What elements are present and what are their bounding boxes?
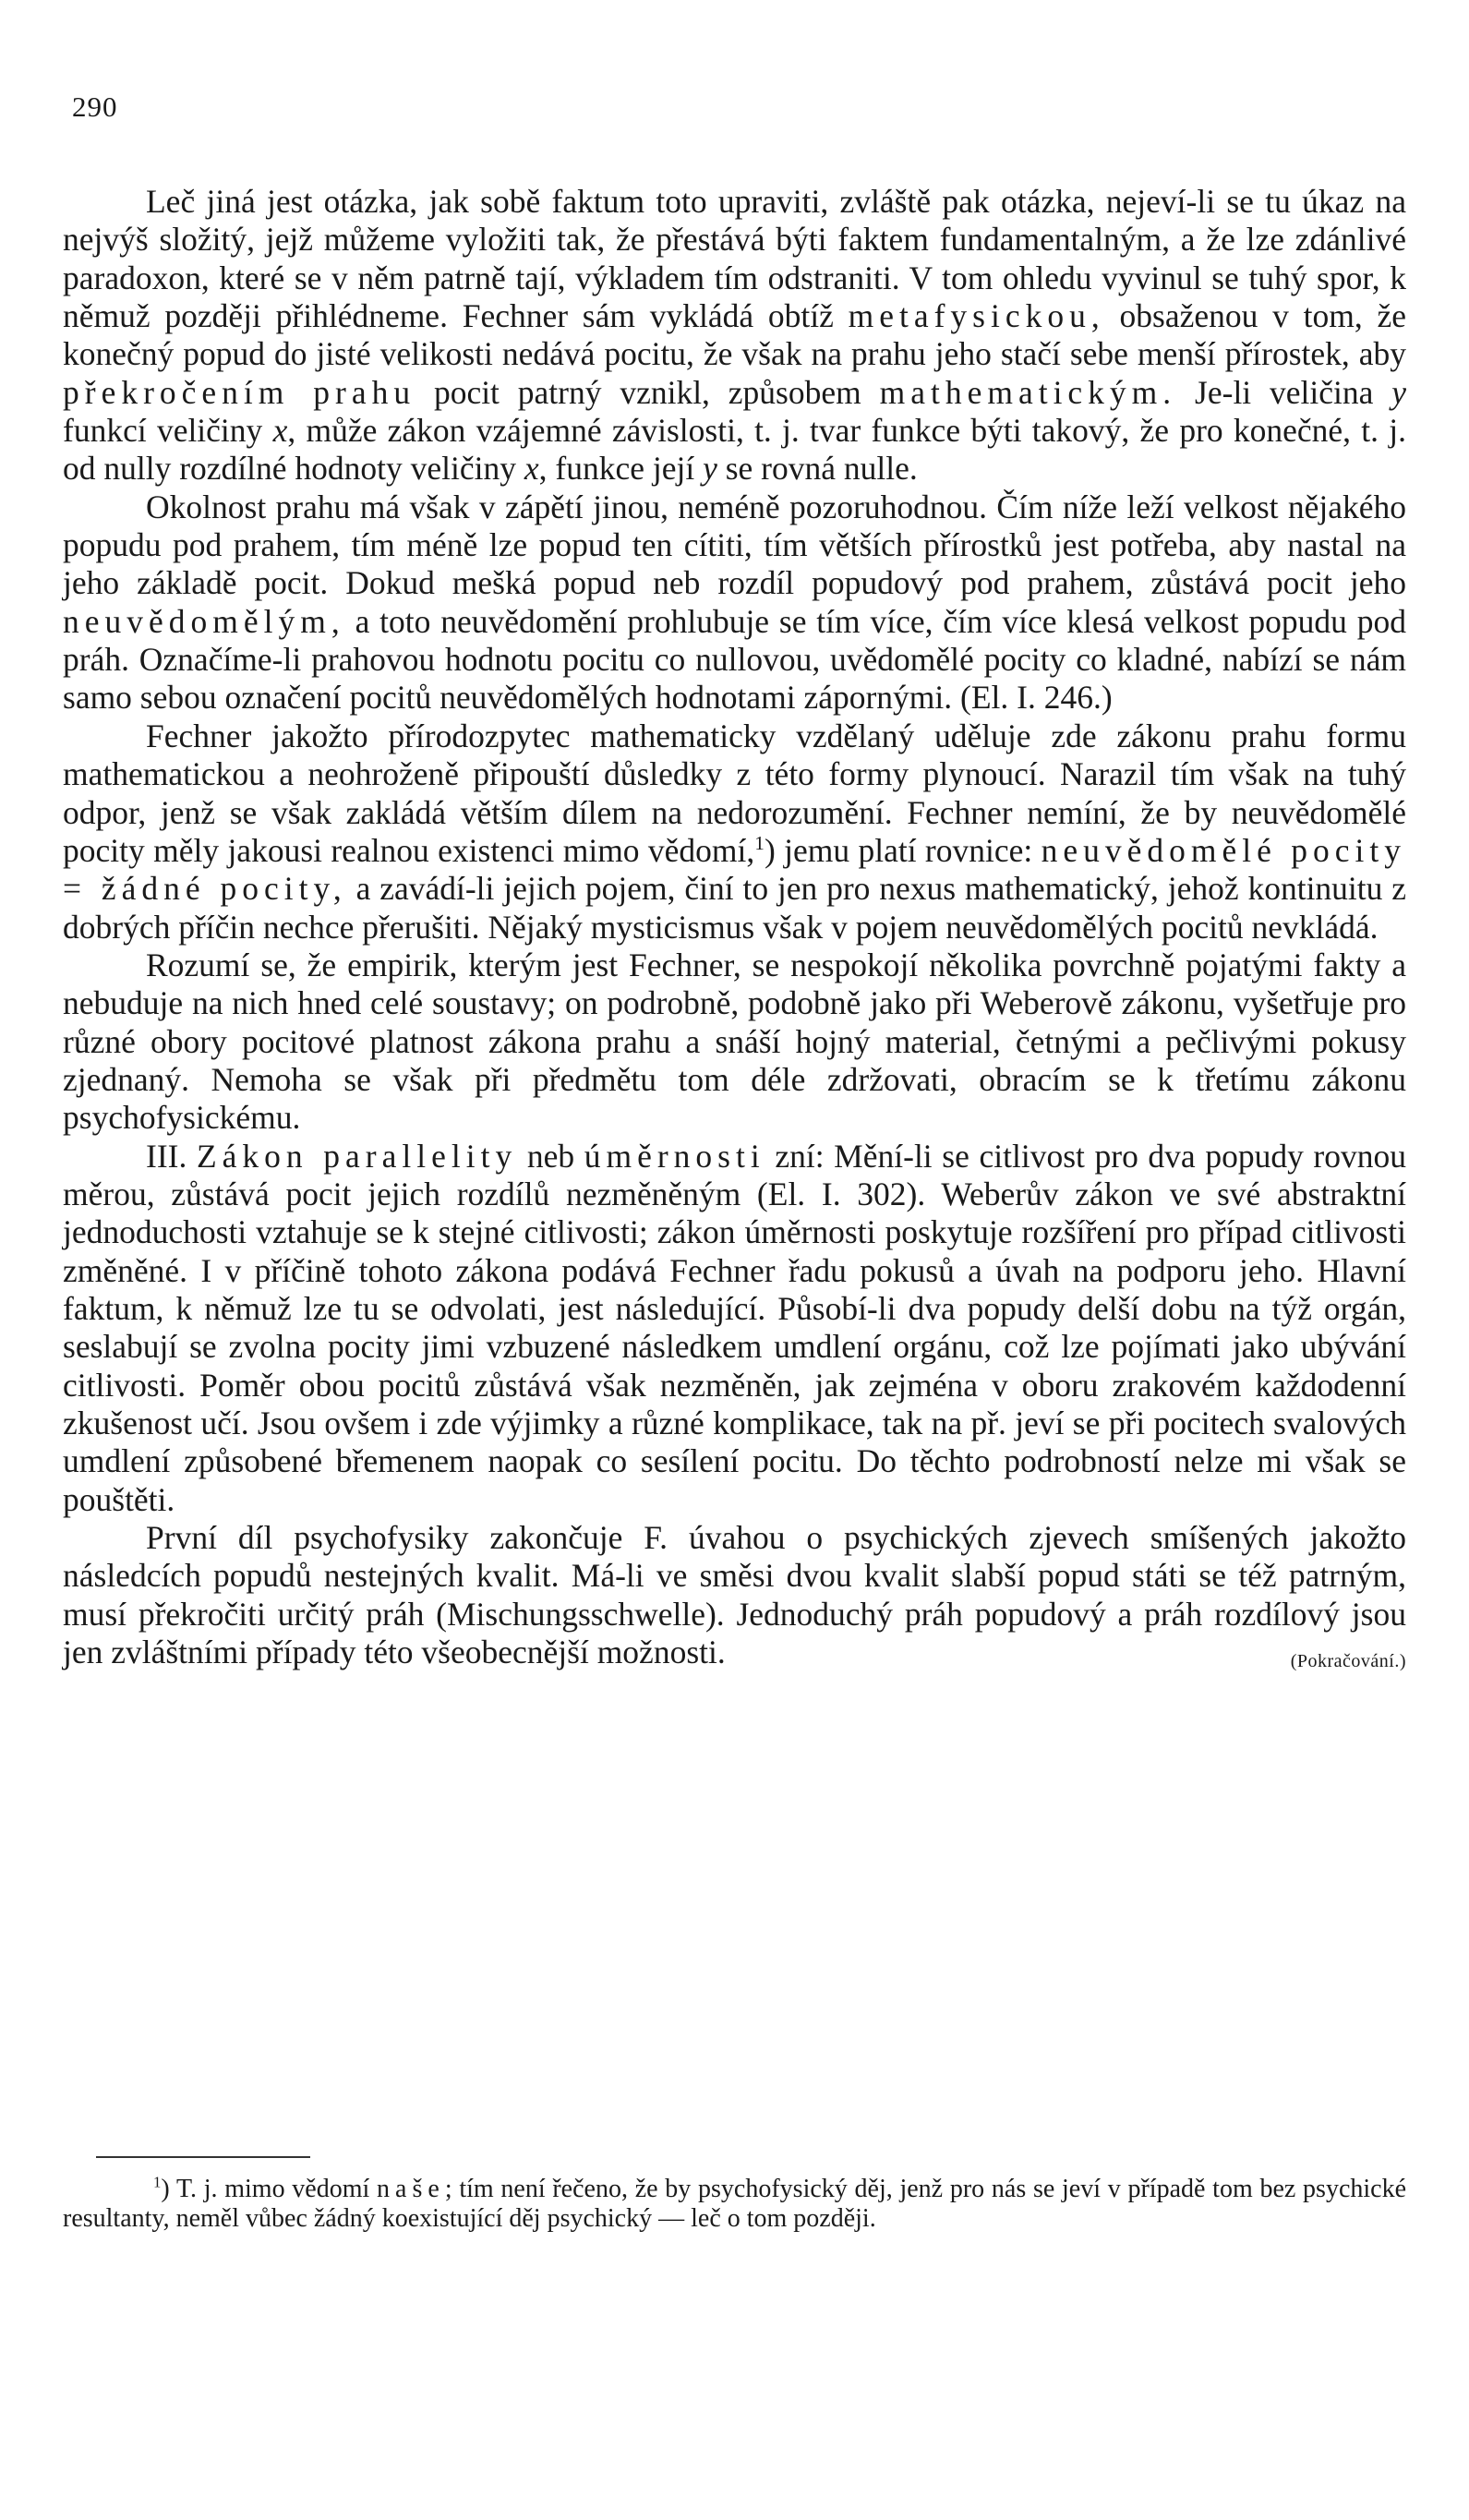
text-run: , může zákon vzájemné závislosti, t. j. tvar funkce býti takový, že pro konečné, t. j. od nully rozdílné hodnoty veličiny <box>63 412 1407 488</box>
continuation-note: (Pokračování.) <box>1290 1651 1406 1672</box>
footnote-divider <box>96 2156 310 2158</box>
emphasis-spaced: neuvědomělé pocity = žádné pocity, <box>63 831 1406 908</box>
text-run: Je-li veličina <box>1195 373 1374 411</box>
text-run: III. <box>146 1137 187 1175</box>
text-run: a zavádí-li jejich pojem, činí to jen pro nexus mathematický, jehož kontinuitu z dobrých příčin nechce přerušiti. Nějaký mysticismus však v pojem neuvědomělých pocitů nevkládá. <box>63 870 1407 946</box>
text-run: , funkce její <box>538 450 695 488</box>
emphasis-spaced: metafysickou, <box>848 297 1105 335</box>
footnote-reference: 1 <box>754 832 765 855</box>
text-run: pocit patrný vznikl, způsobem <box>433 373 861 411</box>
variable-y: y <box>703 450 717 488</box>
footnote-mark: 1 <box>153 2173 162 2191</box>
text-run: se rovná nulle. <box>725 450 918 488</box>
text-run: ) T. j. mimo vědomí <box>161 2175 370 2203</box>
emphasis-spaced: neuvědomělým, <box>63 602 345 640</box>
footnote <box>63 2175 1406 2234</box>
emphasis-spaced: mathematickým. <box>879 373 1177 411</box>
text-run: Rozumí se, že empirik, kterým jest Fechner, se nespokojí několika povrchně pojatými fakty a nebuduje na nich hned celé soustavy; on podrobně, podobně jako při Weberově zákonu, vyšetřuje pro různé obory pocitové platnost zákona prahu a snáší hojný material, četnými a pečlivými pokusy zjednaný. Nemoha se však při předmětu tom déle zdržovati, obracím se k třetímu zákonu psychofysickému. <box>63 946 1406 1137</box>
page-number: 290 <box>72 90 118 123</box>
text-run: ) jemu platí rovnice: <box>764 831 1033 869</box>
emphasis-spaced: Zákon parallelity <box>196 1137 518 1175</box>
text-run: Okolnost prahu má však v zápětí jinou, neméně pozoruhodnou. Čím níže leží velkost nějakého popudu pod prahem, tím méně lze popud ten cítiti, tím větších přírostků jest potřeba, aby nastal na jeho základě pocit. Dokud mešká popud neb rozdíl popudový pod prahem, zůstává pocit jeho <box>63 488 1406 602</box>
text-run: Leč jiná jest otázka, jak sobě faktum toto upraviti, zvláště pak otázka, nejeví-li se tu úkaz na nejvýš složitý, jejž můžeme vyložiti tak, že přestává býti faktem fundamentalným, a že lze zdánlivé paradoxon, které se v něm patrně tají, výkladem tím odstraniti. V tom ohledu vyvinul se tuhý spor, k němuž později přihlédneme. Fechner sám vykládá obtíž <box>63 183 1406 335</box>
text-run: zní: Mění-li se citlivost pro dva popudy rovnou měrou, zůstává pocit jejich rozdílů nezměněným (El. I. 302). Weberův zákon ve své abstraktní jednoduchosti vztahuje se k stejné citlivosti; zákon úměrnosti poskytuje rozšíření pro případ citlivosti změněné. I v příčině tohoto zákona podává Fechner řadu pokusů a úvah na podporu jeho. Hlavní faktum, k němuž lze tu se odvolati, jest následující. Působí-li dva popudy delší dobu na týž orgán, seslabují se zvolna pocity jimi vzbuzené následkem umdlení orgánu, což lze pojímati jako ubývání citlivosti. Poměr obou pocitů zůstává však nezměněn, jak zejména v oboru zrakovém každodenní zkušenost učí. Jsou ovšem i zde výjimky a různé komplikace, tak na př. jeví se při pocitech svalových umdlení způsobené břemenem naopak co sesílení pocitu. Do těchto podrobností nelze mi však se pouštěti. <box>63 1137 1407 1518</box>
paragraph-2 <box>63 488 1406 717</box>
variable-y: y <box>1391 373 1407 411</box>
text-run: funkcí veličiny <box>63 412 263 450</box>
paragraph-3 <box>63 717 1406 947</box>
emphasis-spaced: úměrnosti <box>584 1137 765 1175</box>
variable-x: x <box>524 450 539 488</box>
paragraph-5 <box>63 1138 1406 1519</box>
text-run: ; tím není řečeno, že by psychofysický děj, jenž pro nás se jeví v případě tom bez psychické resultanty, neměl vůbec žádný koexistující děj psychický — leč o tom později. <box>63 2175 1407 2233</box>
text-run: obsaženou v tom, že konečný popud do jisté velikosti nedává pocitu, že však na prahu jeho stačí sebe menší přírostek, aby <box>63 297 1406 373</box>
paragraph-4 <box>63 947 1406 1138</box>
body-text <box>63 183 1406 1681</box>
variable-x: x <box>272 412 288 450</box>
text-run: a toto neuvědomění prohlubuje se tím více, čím více klesá velkost popudu pod práh. Označíme-li prahovou hodnotu pocitu co nullovou, uvědomělé pocity co kladné, nabízí se nám samo sebou označení pocitů neuvědomělých hodnotami zápornými. (El. I. 246.) <box>63 602 1406 717</box>
emphasis-spaced: naše <box>377 2175 445 2203</box>
emphasis-spaced: překročením prahu <box>63 373 416 411</box>
text-run: neb <box>526 1137 575 1175</box>
paragraph-1 <box>63 183 1406 488</box>
text-run: Fechner jakožto přírodozpytec mathematicky vzdělaný uděluje zde zákonu prahu formu mathematickou a neohroženě připouští důsledky z této formy plynoucí. Narazil tím však na tuhý odpor, jenž se však zakládá větším dílem na nedorozumění. Fechner nemíní, že by neuvědomělé pocity měly jakousi realnou existenci mimo vědomí, <box>63 717 1406 869</box>
text-run: První díl psychofysiky zakončuje F. úvahou o psychických zjevech smíšených jakožto následcích popudů nestejných kvalit. Má-li ve směsi dvou kvalit slabší popud státi se též patrným, musí překročiti určitý práh (Mischungsschwelle). Jednoduchý práh popudový a práh rozdílový jsou jen zvláštními případy této všeobecnější možnosti. <box>63 1519 1406 1671</box>
paragraph-6 <box>63 1519 1406 1671</box>
